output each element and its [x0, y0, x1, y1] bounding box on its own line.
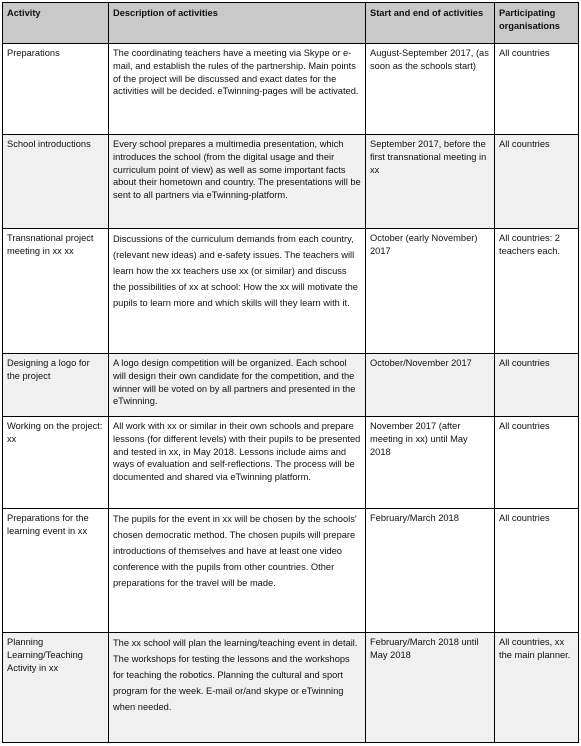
cell-dates: October/November 2017 — [366, 354, 495, 417]
cell-description: The pupils for the event in xx will be chosen by the schools' chosen democratic method. The chosen pupils will prepare introductions of themselves and have at least one video conference with the pupils from other countries. Other preparations for the travel will be made. — [109, 509, 366, 633]
header-row — [3, 3, 579, 44]
header-orgs: Participating organisations — [495, 3, 579, 44]
cell-activity: School introductions — [3, 135, 109, 229]
cell-dates: October (early November) 2017 — [366, 229, 495, 354]
cell-activity: Designing a logo for the project — [3, 354, 109, 417]
table-row — [3, 509, 579, 633]
cell-activity: Working on the project: xx — [3, 417, 109, 509]
cell-description: The coordinating teachers have a meeting via Skype or e-mail, and establish the rules of the partnership. Main points of the project will be discussed and exact dates for the activities will be decided. eTwinning-pages will be activated. — [109, 44, 366, 135]
cell-orgs: All countries — [495, 44, 579, 135]
cell-dates: September 2017, before the first transnational meeting in xx — [366, 135, 495, 229]
cell-description: All work with xx or similar in their own schools and prepare lessons (for different levels) with their pupils to be presented and tested in xx, in May 2018. Lessons include aims and ways of evaluation and self-reflections. The process will be documented and shared via eTwinning platform. — [109, 417, 366, 509]
table-row — [3, 44, 579, 135]
table-row — [3, 633, 579, 743]
cell-orgs: All countries — [495, 417, 579, 509]
cell-activity: Planning Learning/Teaching Activity in xx — [3, 633, 109, 743]
cell-orgs: All countries — [495, 354, 579, 417]
cell-description: A logo design competition will be organized. Each school will design their own candidate for the competition, and the winner will be voted on by all partners and presented in the eTwinning. — [109, 354, 366, 417]
table-row — [3, 417, 579, 509]
cell-activity: Transnational project meeting in xx xx — [3, 229, 109, 354]
activities-table — [2, 2, 579, 743]
header-dates: Start and end of activities — [366, 3, 495, 44]
cell-dates: February/March 2018 — [366, 509, 495, 633]
table-row — [3, 229, 579, 354]
header-activity: Activity — [3, 3, 109, 44]
cell-description: Discussions of the curriculum demands from each country, (relevant new ideas) and e-safety issues. The teachers will learn how the xx teachers use xx (or similar) and discuss the possibilities of xx at school: How the xx will motivate the pupils to learn more and which skills will they learn with it. — [109, 229, 366, 354]
cell-orgs: All countries — [495, 509, 579, 633]
cell-orgs: All countries — [495, 135, 579, 229]
cell-description: Every school prepares a multimedia presentation, which introduces the school (from the digital usage and their curriculum point of view) as well as some important facts about their hometown and country. The presentations will be sent to all partners via eTwinning-platform. — [109, 135, 366, 229]
table-row — [3, 135, 579, 229]
cell-activity: Preparations for the learning event in xx — [3, 509, 109, 633]
table-row — [3, 354, 579, 417]
cell-dates: November 2017 (after meeting in xx) until May 2018 — [366, 417, 495, 509]
cell-activity: Preparations — [3, 44, 109, 135]
cell-dates: February/March 2018 until May 2018 — [366, 633, 495, 743]
cell-description: The xx school will plan the learning/teaching event in detail. The workshops for testing the lessons and the workshops for teaching the robotics. Planning the cultural and sport program for the week. E-mail or/and skype or eTwinning when needed. — [109, 633, 366, 743]
header-description: Description of activities — [109, 3, 366, 44]
cell-dates: August-September 2017, (as soon as the schools start) — [366, 44, 495, 135]
cell-orgs: All countries: 2 teachers each. — [495, 229, 579, 354]
cell-orgs: All countries, xx the main planner. — [495, 633, 579, 743]
